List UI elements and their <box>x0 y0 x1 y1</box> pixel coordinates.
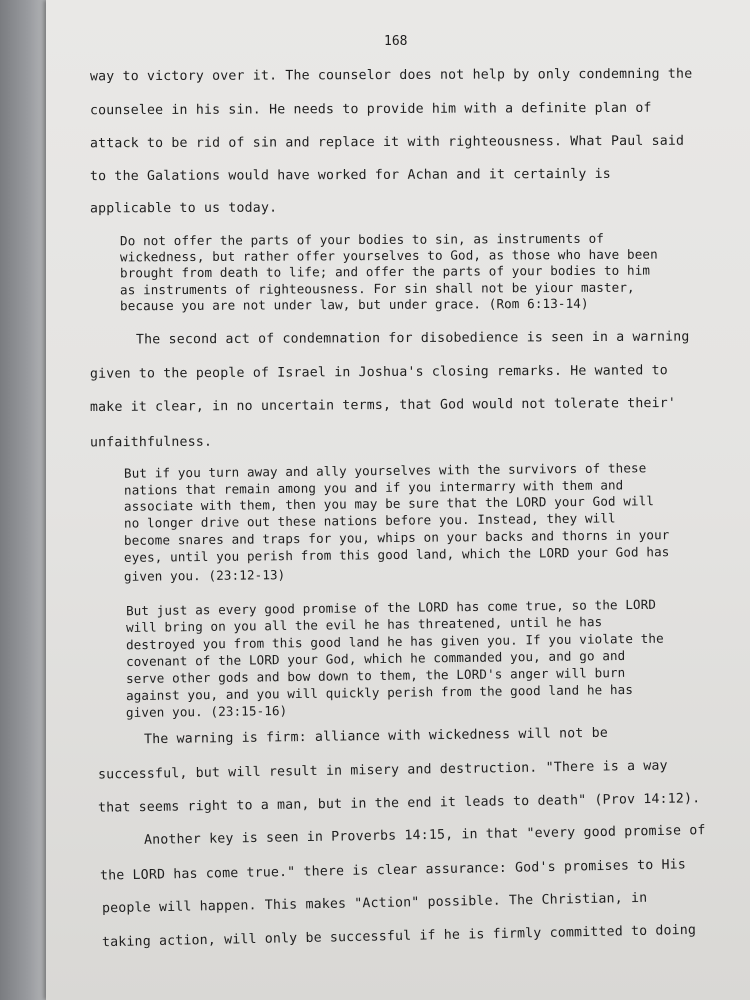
quote-line: destroyed you from this good land he has given you. If you violate the <box>125 630 664 653</box>
quote-line: But just as every good promise of the LORD has come true, so the LORD <box>125 596 657 619</box>
body-line: that seems right to a man, but in the end it leads to death" (Prov 14:12). <box>97 791 701 816</box>
quote-line: But if you turn away and ally yourselves with the survivors of these <box>123 460 647 481</box>
quote-line: given you. (23:12-13) <box>123 567 286 584</box>
quote-line: Do not offer the parts of your bodies to sin, as instruments of <box>119 230 605 249</box>
quote-line: serve other gods and bow down to them, the LORD's anger will burn <box>125 664 626 687</box>
body-line: the LORD has come true." there is clear assurance: God's promises to His <box>99 857 687 884</box>
body-line: taking action, will only be successful if he is firmly committed to doing <box>101 922 697 951</box>
body-line: The warning is firm: alliance with wickedness will not be <box>143 725 609 748</box>
body-line: The second act of condemnation for disobedience is seen in a warning <box>135 329 690 348</box>
quote-line: as instruments of righteousness. For sin shall not be yiour master, <box>119 279 635 298</box>
book-page <box>46 0 750 1000</box>
quote-line: become snares and traps for you, whips on your backs and thorns in your <box>123 527 670 548</box>
quote-line: because you are not under law, but under grace. (Rom 6:13-14) <box>119 295 589 314</box>
page-number: 168 <box>384 34 408 49</box>
quote-line: associate with them, then you may be sure that the LORD your God will <box>123 493 655 514</box>
body-line: given to the people of Israel in Joshua's closing remarks. He wanted to <box>89 363 668 382</box>
quote-line: wickedness, but rather offer yourselves to God, as those who have been <box>119 246 658 265</box>
body-line: people will happen. This makes "Action" possible. The Christian, in <box>101 890 648 917</box>
body-line: applicable to us today. <box>89 200 278 217</box>
body-line: attack to be rid of sin and replace it with righteousness. What Paul said <box>89 133 685 152</box>
body-line: Another key is seen in Proverbs 14:15, in that "every good promise of <box>143 823 706 848</box>
body-line: way to victory over it. The counselor does not help by only condemning the <box>89 66 693 85</box>
quote-line: given you. (23:15-16) <box>125 703 288 720</box>
binding-gutter <box>0 0 48 1000</box>
quote-line: covenant of the LORD your God, which he commanded you, and go and <box>125 647 626 670</box>
body-line: successful, but will result in misery and destruction. "There is a way <box>97 758 668 783</box>
quote-line: no longer drive out these nations before you. Instead, they will <box>123 510 616 531</box>
quote-line: against you, and you will quickly perish from the good land he has <box>125 681 634 704</box>
quote-line: brought from death to life; and offer the parts of your bodies to him <box>119 262 651 281</box>
quote-line: nations that remain among you and if you intermarry with them and <box>123 477 624 498</box>
body-line: make it clear, in no uncertain terms, that God would not tolerate their' <box>89 395 677 416</box>
quote-line: eyes, until you perish from this good land, which the LORD your God has <box>123 544 670 565</box>
body-line: counselee in his sin. He needs to provide him with a definite plan of <box>89 100 652 119</box>
body-line: to the Galations would have worked for Achan and it certainly is <box>89 166 611 185</box>
quote-line: will bring on you all the evil he has threatened, until he has <box>125 614 603 635</box>
body-line: unfaithfulness. <box>89 434 213 451</box>
